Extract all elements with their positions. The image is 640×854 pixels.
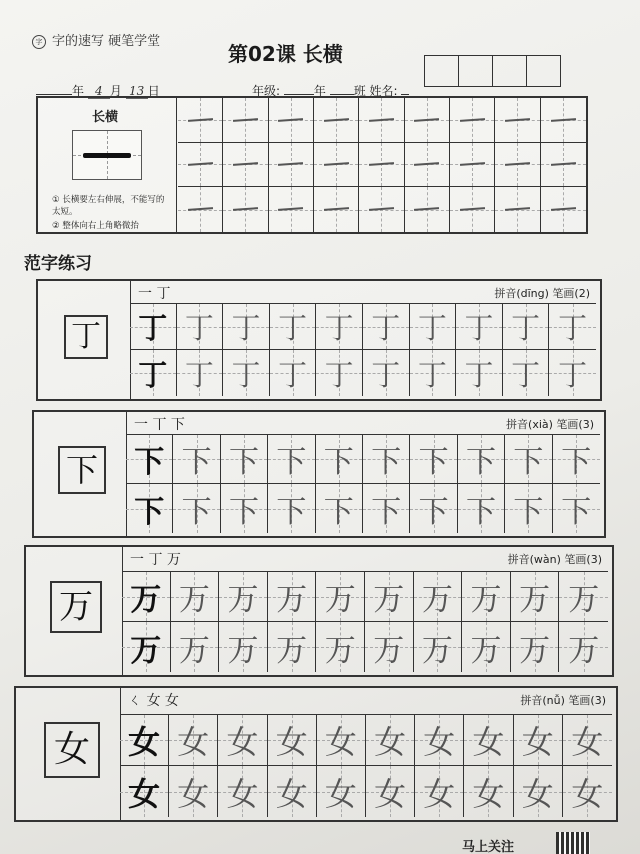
practice-cell[interactable] <box>363 484 410 533</box>
practice-stroke <box>188 162 213 166</box>
practice-stroke <box>278 162 303 166</box>
handwritten-character: 万 <box>519 632 551 669</box>
handwritten-character: 丁 <box>417 311 447 345</box>
practice-cell[interactable] <box>503 350 550 396</box>
handwritten-character: 女 <box>521 723 554 761</box>
stroke-reference <box>38 98 177 232</box>
practice-cell[interactable] <box>365 622 414 672</box>
handwritten-character: 万 <box>421 632 453 669</box>
practice-cell[interactable] <box>218 766 267 817</box>
name-boxes[interactable] <box>424 55 561 87</box>
handwritten-character: 丁 <box>324 357 354 392</box>
handwritten-character: 丁 <box>558 311 588 345</box>
handwritten-character: 丁 <box>511 357 541 392</box>
practice-cell[interactable] <box>363 435 410 484</box>
handwritten-character: 万 <box>568 632 600 669</box>
year-label: 年 <box>72 84 85 98</box>
handwritten-character: 万 <box>130 632 162 669</box>
handwritten-character: 下 <box>418 445 449 480</box>
practice-cell[interactable] <box>359 187 404 232</box>
pinyin-strokes-info: 拼音(nǚ) 笔画(3) <box>520 694 606 707</box>
practice-cell[interactable] <box>316 350 363 396</box>
model-character: 女 <box>44 722 100 778</box>
pinyin-strokes-info: 拼音(wàn) 笔画(3) <box>507 553 602 566</box>
handwritten-character: 女 <box>128 774 161 813</box>
practice-cell[interactable] <box>514 766 563 817</box>
model-character: 下 <box>58 446 106 494</box>
practice-cell[interactable] <box>268 435 315 484</box>
writing-grid <box>120 714 612 817</box>
handwritten-character: 女 <box>571 774 604 813</box>
practice-cell[interactable] <box>549 304 596 350</box>
practice-cell[interactable] <box>219 622 268 672</box>
character-block <box>14 686 618 822</box>
handwritten-character: 女 <box>571 723 604 761</box>
practice-cell[interactable] <box>269 187 314 232</box>
handwritten-character: 女 <box>275 723 308 761</box>
handwritten-character: 丁 <box>138 311 168 345</box>
practice-cell[interactable] <box>270 304 317 350</box>
practice-stroke <box>460 118 485 122</box>
handwritten-character: 万 <box>568 582 600 618</box>
practice-cell[interactable] <box>514 715 563 766</box>
practice-cell[interactable] <box>505 484 552 533</box>
practice-cell[interactable] <box>173 484 220 533</box>
practice-cell[interactable] <box>410 435 457 484</box>
handwritten-character: 下 <box>276 445 307 480</box>
practice-cell[interactable] <box>495 98 540 143</box>
stroke-practice-grid <box>178 98 586 232</box>
handwritten-character: 万 <box>470 632 502 669</box>
stroke-practice-box <box>36 96 588 234</box>
practice-stroke <box>233 118 258 122</box>
stroke-tip-2: ② 整体向右上角略微抬 <box>52 221 139 231</box>
practice-cell[interactable] <box>505 435 552 484</box>
grade-year-label: 年 <box>313 84 326 98</box>
practice-cell[interactable] <box>456 350 503 396</box>
practice-cell[interactable] <box>178 98 223 143</box>
handwritten-character: 万 <box>324 582 356 618</box>
practice-cell[interactable] <box>316 435 363 484</box>
practice-cell[interactable] <box>223 187 268 232</box>
practice-cell[interactable] <box>410 484 457 533</box>
practice-cell[interactable] <box>268 484 315 533</box>
practice-cell[interactable] <box>269 143 314 188</box>
practice-stroke <box>278 207 303 211</box>
practice-stroke <box>369 207 394 211</box>
long-horizontal-stroke <box>83 153 131 158</box>
name-box[interactable] <box>492 55 526 87</box>
model-char-panel <box>16 688 121 820</box>
model-char-panel <box>34 412 127 536</box>
handwritten-character: 丁 <box>511 311 541 345</box>
handwritten-character: 女 <box>472 774 505 813</box>
character-block <box>32 410 606 538</box>
practice-cell[interactable] <box>458 484 505 533</box>
day-label: 日 <box>147 84 160 98</box>
handwritten-character: 丁 <box>464 357 494 392</box>
month-label: 月 <box>109 84 122 98</box>
handwritten-character: 女 <box>374 723 407 761</box>
stroke-name: 长横 <box>92 110 119 125</box>
practice-cell[interactable] <box>563 715 612 766</box>
class-name-label: 班 姓名: <box>353 84 398 98</box>
practice-cell[interactable] <box>223 304 270 350</box>
practice-cell[interactable] <box>450 187 495 232</box>
footer-text: 马上关注 <box>462 840 515 854</box>
practice-stroke <box>233 207 258 211</box>
practice-cell[interactable] <box>405 143 450 188</box>
practice-cell[interactable] <box>410 304 457 350</box>
example-cell[interactable] <box>122 622 171 672</box>
practice-stroke <box>369 118 394 122</box>
brand-text: 字的速写 硬笔学堂 <box>52 34 161 49</box>
practice-cell[interactable] <box>405 98 450 143</box>
practice-cell[interactable] <box>511 572 560 622</box>
page-title: 第02课 长横 <box>228 42 343 66</box>
practice-cell[interactable] <box>495 143 540 188</box>
handwritten-character: 下 <box>181 445 212 480</box>
example-cell[interactable] <box>120 766 169 817</box>
practice-cell[interactable] <box>366 715 415 766</box>
practice-cell[interactable] <box>450 143 495 188</box>
practice-stroke <box>324 118 349 122</box>
handwritten-character: 万 <box>227 632 259 669</box>
handwritten-character: 丁 <box>417 357 447 392</box>
writing-grid <box>130 303 596 396</box>
practice-cell[interactable] <box>415 715 464 766</box>
practice-stroke <box>460 162 485 166</box>
handwritten-character: 丁 <box>278 311 308 345</box>
handwritten-character: 万 <box>324 632 356 669</box>
year-field[interactable] <box>36 94 72 95</box>
day-field[interactable]: 13 <box>126 84 148 99</box>
practice-cell[interactable] <box>223 143 268 188</box>
practice-stroke <box>505 118 530 122</box>
qr-code-icon <box>556 832 590 854</box>
handwritten-character: 下 <box>134 494 165 530</box>
model-char-panel <box>38 281 131 399</box>
practice-cell[interactable] <box>169 766 218 817</box>
practice-stroke <box>324 162 349 166</box>
handwritten-character: 下 <box>561 445 592 480</box>
stroke-diagram <box>72 130 142 180</box>
practice-stroke <box>188 207 213 211</box>
practice-cell[interactable] <box>316 622 365 672</box>
handwritten-character: 女 <box>177 723 210 761</box>
practice-cell[interactable] <box>178 143 223 188</box>
character-block <box>24 545 614 677</box>
handwritten-character: 万 <box>178 632 210 669</box>
practice-cell[interactable] <box>462 572 511 622</box>
handwritten-character: 下 <box>465 494 496 530</box>
handwritten-character: 下 <box>513 494 544 530</box>
handwritten-character: 女 <box>423 723 456 761</box>
writing-grid <box>122 571 608 672</box>
practice-cell[interactable] <box>316 572 365 622</box>
handwritten-character: 丁 <box>231 311 261 345</box>
practice-stroke <box>414 118 439 122</box>
handwritten-character: 女 <box>472 723 505 761</box>
practice-stroke <box>505 162 530 166</box>
handwritten-character: 女 <box>423 774 456 813</box>
practice-cell[interactable] <box>270 350 317 396</box>
handwritten-character: 女 <box>226 723 259 761</box>
practice-stroke <box>324 207 349 211</box>
month-field[interactable]: 4 <box>88 84 110 99</box>
name-field[interactable] <box>401 94 409 95</box>
practice-cell[interactable] <box>541 98 586 143</box>
practice-cell[interactable] <box>464 766 513 817</box>
practice-cell[interactable] <box>541 143 586 188</box>
practice-cell[interactable] <box>363 350 410 396</box>
writing-grid <box>126 434 600 533</box>
practice-cell[interactable] <box>458 435 505 484</box>
practice-cell[interactable] <box>359 143 404 188</box>
practice-stroke <box>551 207 576 211</box>
handwritten-character: 女 <box>226 774 259 813</box>
handwritten-character: 万 <box>276 632 308 669</box>
handwritten-character: 下 <box>228 494 259 530</box>
practice-cell[interactable] <box>365 572 414 622</box>
example-cell[interactable] <box>126 484 173 533</box>
practice-cell[interactable] <box>549 350 596 396</box>
handwritten-character: 万 <box>421 582 453 618</box>
practice-cell[interactable] <box>317 766 366 817</box>
stroke-order: 一 丁 万 <box>130 552 181 568</box>
handwritten-character: 女 <box>177 774 210 813</box>
handwritten-character: 下 <box>371 494 402 530</box>
practice-cell[interactable] <box>511 622 560 672</box>
practice-stroke <box>233 162 258 166</box>
practice-cell[interactable] <box>173 435 220 484</box>
practice-cell[interactable] <box>221 484 268 533</box>
practice-cell[interactable] <box>410 350 457 396</box>
character-block <box>36 279 602 401</box>
stroke-order: 一 丅 下 <box>134 417 185 433</box>
practice-cell[interactable] <box>414 572 463 622</box>
practice-cell[interactable] <box>464 715 513 766</box>
handwritten-character: 万 <box>130 582 162 618</box>
example-cell[interactable] <box>120 715 169 766</box>
practice-cell[interactable] <box>221 435 268 484</box>
practice-cell[interactable] <box>316 304 363 350</box>
practice-cell[interactable] <box>456 304 503 350</box>
handwritten-character: 万 <box>519 582 551 618</box>
grade-label: 年级: <box>252 84 281 98</box>
practice-cell[interactable] <box>268 622 317 672</box>
practice-stroke <box>505 207 530 211</box>
practice-cell[interactable] <box>314 98 359 143</box>
handwritten-character: 万 <box>373 632 405 669</box>
practice-cell[interactable] <box>415 766 464 817</box>
handwritten-character: 丁 <box>324 311 354 345</box>
stroke-order: ㄑ 女 女 <box>128 693 179 709</box>
handwritten-character: 下 <box>371 445 402 480</box>
practice-cell[interactable] <box>178 187 223 232</box>
handwritten-character: 万 <box>373 582 405 618</box>
handwritten-character: 下 <box>418 494 449 530</box>
handwritten-character: 女 <box>324 774 357 813</box>
logo-icon: 字 <box>32 35 46 49</box>
handwritten-character: 女 <box>324 723 357 761</box>
grade-field[interactable] <box>284 94 314 95</box>
handwritten-character: 女 <box>521 774 554 813</box>
example-cell[interactable] <box>130 304 177 350</box>
handwritten-character: 丁 <box>231 357 261 392</box>
handwritten-character: 下 <box>323 445 354 480</box>
practice-stroke <box>188 118 213 122</box>
practice-stroke <box>414 162 439 166</box>
example-cell[interactable] <box>126 435 173 484</box>
handwritten-character: 下 <box>323 494 354 530</box>
handwritten-character: 万 <box>227 582 259 618</box>
class-field[interactable] <box>330 94 354 95</box>
practice-cell[interactable] <box>559 622 608 672</box>
handwritten-character: 下 <box>465 445 496 480</box>
handwritten-character: 丁 <box>558 357 588 392</box>
practice-cell[interactable] <box>223 350 270 396</box>
practice-cell[interactable] <box>363 304 410 350</box>
example-cell[interactable] <box>130 350 177 396</box>
practice-stroke <box>460 207 485 211</box>
handwritten-character: 下 <box>513 445 544 480</box>
practice-cell[interactable] <box>414 622 463 672</box>
handwritten-character: 丁 <box>278 357 308 392</box>
stroke-order: 一 丁 <box>138 286 171 302</box>
pinyin-strokes-info: 拼音(dīng) 笔画(2) <box>494 287 590 300</box>
handwritten-character: 下 <box>276 494 307 530</box>
model-character: 万 <box>50 581 102 633</box>
handwritten-character: 万 <box>470 582 502 618</box>
practice-stroke <box>278 118 303 122</box>
practice-cell[interactable] <box>218 715 267 766</box>
practice-cell[interactable] <box>177 304 224 350</box>
handwritten-character: 下 <box>181 494 212 530</box>
handwritten-character: 女 <box>128 723 161 761</box>
brand-logo <box>32 30 160 49</box>
handwritten-character: 万 <box>276 582 308 618</box>
practice-cell[interactable] <box>553 484 600 533</box>
handwritten-character: 丁 <box>464 311 494 345</box>
handwritten-character: 女 <box>374 774 407 813</box>
pinyin-strokes-info: 拼音(xià) 笔画(3) <box>506 418 594 431</box>
name-box[interactable] <box>458 55 492 87</box>
practice-stroke <box>414 207 439 211</box>
handwritten-character: 丁 <box>138 357 168 392</box>
model-char-panel <box>26 547 123 675</box>
example-cell[interactable] <box>122 572 171 622</box>
practice-cell[interactable] <box>171 572 220 622</box>
practice-cell[interactable] <box>405 187 450 232</box>
practice-cell[interactable] <box>219 572 268 622</box>
practice-stroke <box>551 162 576 166</box>
handwritten-character: 下 <box>134 445 165 480</box>
stroke-tip-1: ① 长横要左右伸展，不能写的太短。 <box>52 195 165 217</box>
practice-cell[interactable] <box>359 98 404 143</box>
practice-stroke <box>369 162 394 166</box>
model-character: 丁 <box>64 315 108 359</box>
practice-cell[interactable] <box>314 143 359 188</box>
practice-cell[interactable] <box>450 98 495 143</box>
handwritten-character: 丁 <box>184 311 214 345</box>
practice-cell[interactable] <box>171 622 220 672</box>
practice-cell[interactable] <box>268 572 317 622</box>
handwritten-character: 万 <box>178 582 210 618</box>
practice-cell[interactable] <box>541 187 586 232</box>
practice-cell[interactable] <box>268 715 317 766</box>
practice-cell[interactable] <box>269 98 314 143</box>
section-title: 范字练习 <box>24 254 92 274</box>
practice-cell[interactable] <box>268 766 317 817</box>
practice-cell[interactable] <box>223 98 268 143</box>
practice-cell[interactable] <box>314 187 359 232</box>
name-box[interactable] <box>424 55 458 87</box>
handwritten-character: 女 <box>275 774 308 813</box>
handwritten-character: 丁 <box>184 357 214 392</box>
handwritten-character: 下 <box>561 494 592 530</box>
practice-cell[interactable] <box>559 572 608 622</box>
practice-cell[interactable] <box>366 766 415 817</box>
practice-cell[interactable] <box>177 350 224 396</box>
handwritten-character: 丁 <box>371 357 401 392</box>
name-box[interactable] <box>526 55 561 87</box>
handwritten-character: 下 <box>228 445 259 480</box>
practice-stroke <box>551 118 576 122</box>
practice-cell[interactable] <box>462 622 511 672</box>
practice-cell[interactable] <box>503 304 550 350</box>
practice-cell[interactable] <box>316 484 363 533</box>
practice-cell[interactable] <box>563 766 612 817</box>
practice-cell[interactable] <box>495 187 540 232</box>
practice-cell[interactable] <box>317 715 366 766</box>
practice-cell[interactable] <box>169 715 218 766</box>
practice-cell[interactable] <box>553 435 600 484</box>
handwritten-character: 丁 <box>371 311 401 345</box>
